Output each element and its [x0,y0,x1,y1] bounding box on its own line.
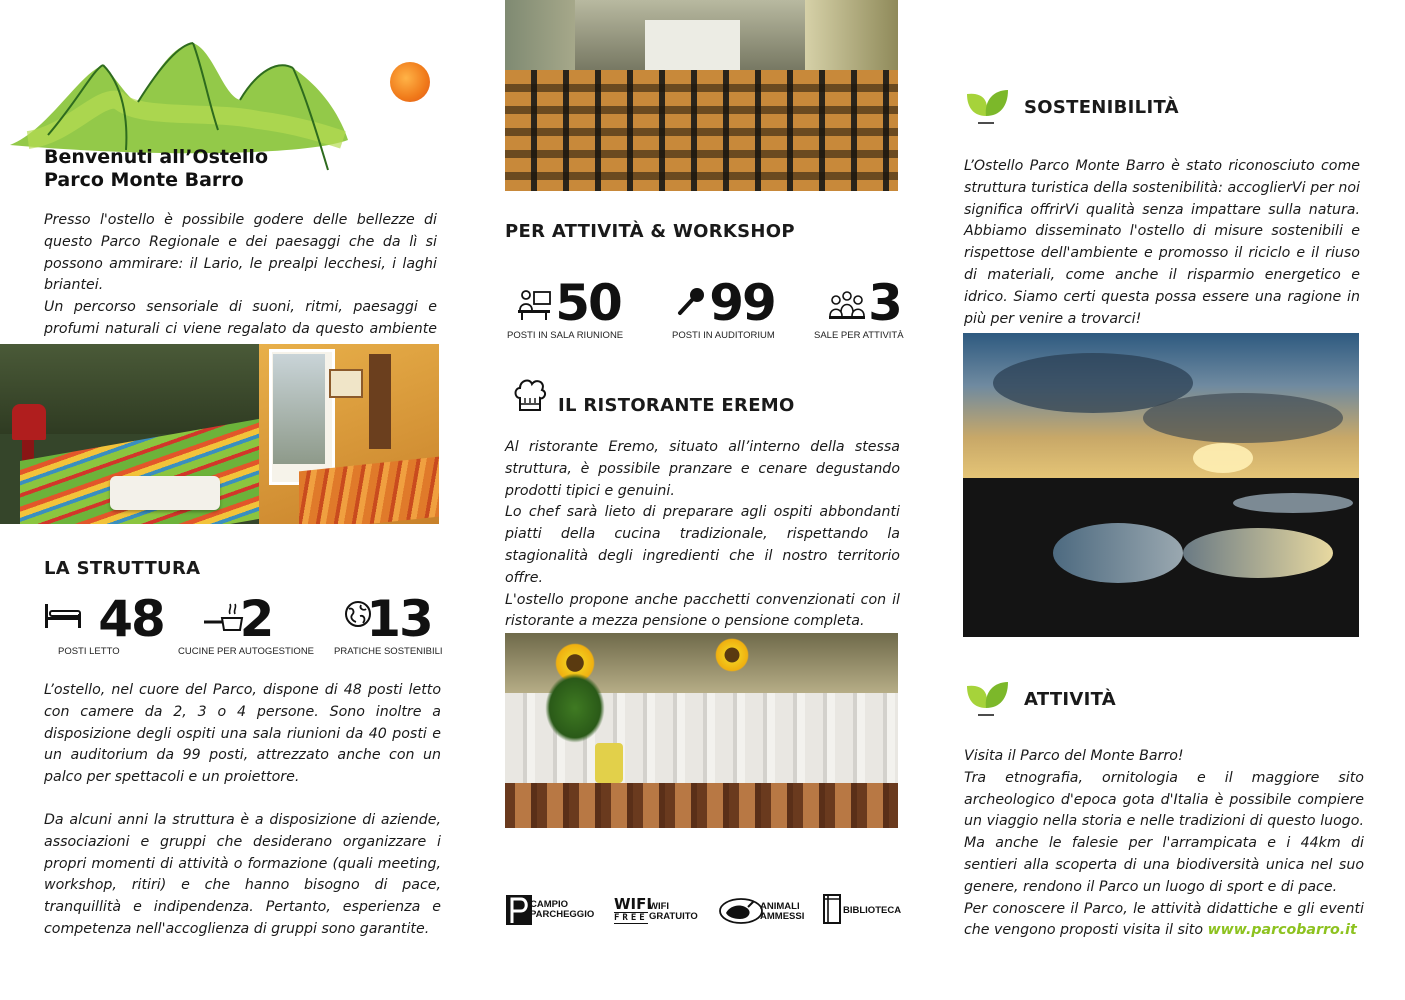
stat-value: 2 [239,590,273,648]
ristorante-heading: IL RISTORANTE EREMO [558,395,795,416]
struttura-text-1: L’ostello, nel cuore del Parco, dispone di 48 posti letto con camere da 2, 3 o 4 persone. Sono inoltre a disposizione degli ospiti una sala riunioni da 40 posti e un auditorium da 99 posti, attrezzato anche con un palco per spettacoli e un proiettore. [44,682,441,786]
parking-icon [506,895,532,925]
page-title [44,146,268,192]
workshop-heading: PER ATTIVITÀ & WORKSHOP [505,221,795,242]
leaf-icon [964,86,1010,126]
sostenibilita-heading: SOSTENIBILITÀ [1024,97,1179,118]
stat-label: POSTI IN SALA RIUNIONE [507,330,624,341]
stat-value: 48 [98,590,164,648]
service-label-2: GRATUITO [649,911,698,922]
stat-label: PRATICHE SOSTENIBILI [334,646,443,657]
wifi-badge-2: FREE [614,913,648,923]
title-line-1: Benvenuti all’Ostello [44,146,269,168]
service-label-1: CAMPIO [530,899,568,910]
service-wifi [614,897,704,929]
stat-auditorium [672,274,782,341]
conference-room-photo [505,0,898,191]
stat-label: POSTI IN AUDITORIUM [672,330,775,341]
struttura-text-2: Da alcuni anni la struttura è a disposizione di aziende, associazioni e gruppi che desiderano organizzare i propri momenti di attività o formazione (quali meeting, workshop, ritiri) e che hanno bisogno di pace, tranquillità e indipendenza. Pertanto, esperienza e competenza nell'accoglienza di gruppi sono garantite. [44,812,441,937]
stat-value: 50 [555,274,621,332]
intro-text: Presso l'ostello è possibile godere delle bellezze di questo Parco Regionale e dei paesaggi che da lì si possono ammirare: il Lario, le prealpi lecchesi, i laghi briantei. Un percorso sensoriale di suoni, ritmi, paesaggi e profumi naturali ci viene regalato da questo ambiente [44,212,437,337]
room-photo [259,344,439,524]
attivita-heading: ATTIVITÀ [1024,689,1117,710]
stat-value: 99 [709,274,775,332]
book-icon [822,893,842,925]
service-biblioteca [822,893,902,927]
bedroom-photo [0,344,259,524]
stat-value: 13 [366,590,432,648]
stat-sala-riunione [505,274,625,341]
service-label-1: WIFI [649,901,670,912]
wifi-icon [614,895,652,927]
stat-label: CUCINE PER AUTOGESTIONE [178,646,315,657]
service-animali [718,893,813,927]
struttura-heading: LA STRUTTURA [44,558,201,579]
attivita-body: Visita il Parco del Monte Barro! Tra etnografia, ornitologia e il maggiore sito archeologico d'epoca gota d'Italia è possibile compiere un viaggio nella storia e nelle tradizioni di questo luogo. Ma anche le falesie per l'arrampicata e i 44km di sentieri alla scoperta di una biodiversità unica nel suo genere, rendono il Parco un luogo di sport e di pace. Per conoscere il Parco, le attività didattiche e gli eventi che vengono proposti visita il sito [964,748,1364,939]
leaf-icon [964,678,1010,718]
ristorante-text: Al ristorante Eremo, situato all’interno della stessa struttura, è possibile pranzare e cenare degustando prodotti tipici e genuini. Lo chef sarà lieto di preparare agli ospiti abbondanti piatti della cucina tradizionale, rispettando la stagionalità degli ingredienti che il nostro territorio offre. L'ostello propone anche pacchetti convenzionati con il ristorante a mezza pensione o pensione completa. [505,439,900,630]
title-line-2: Parco Monte Barro [44,169,244,191]
stat-label: POSTI LETTO [58,646,120,657]
lake-sunset-photo [963,333,1359,637]
restaurant-photo [505,633,898,828]
pet-icon [718,895,764,925]
sun-icon [390,62,430,102]
attivita-text [964,746,1364,942]
stat-label: SALE PER ATTIVITÀ [814,330,904,341]
wifi-badge-1: WIFI [614,895,652,913]
stat-posti-letto [56,590,166,657]
stat-pratiche [330,590,443,657]
service-label-2: AMMESSI [760,911,805,922]
service-label-2: PARCHEGGIO [530,909,595,920]
stat-value: 3 [868,274,901,332]
stat-cucine [178,590,315,657]
website-link[interactable]: www.parcobarro.it [1207,922,1357,939]
service-label-1: BIBLIOTECA [843,905,902,916]
stat-sale [814,274,909,341]
service-parcheggio [506,895,616,927]
sostenibilita-text: L’Ostello Parco Monte Barro è stato riconosciuto come struttura turistica della sostenibilità: accoglierVi per noi significa offrirVi qualità senza impattare sulla natura. Abbiamo disseminato l'ostello di misure sostenibili e rispettose dell'ambiente e promosso il riciclo e il riuso di materiali, come anche il risparmio energetico e idrico. Siamo certi questa possa essere una ragione in più per venire a trovarci! [964,158,1360,327]
service-label-1: ANIMALI [760,901,800,912]
chef-hat-icon [512,376,548,416]
